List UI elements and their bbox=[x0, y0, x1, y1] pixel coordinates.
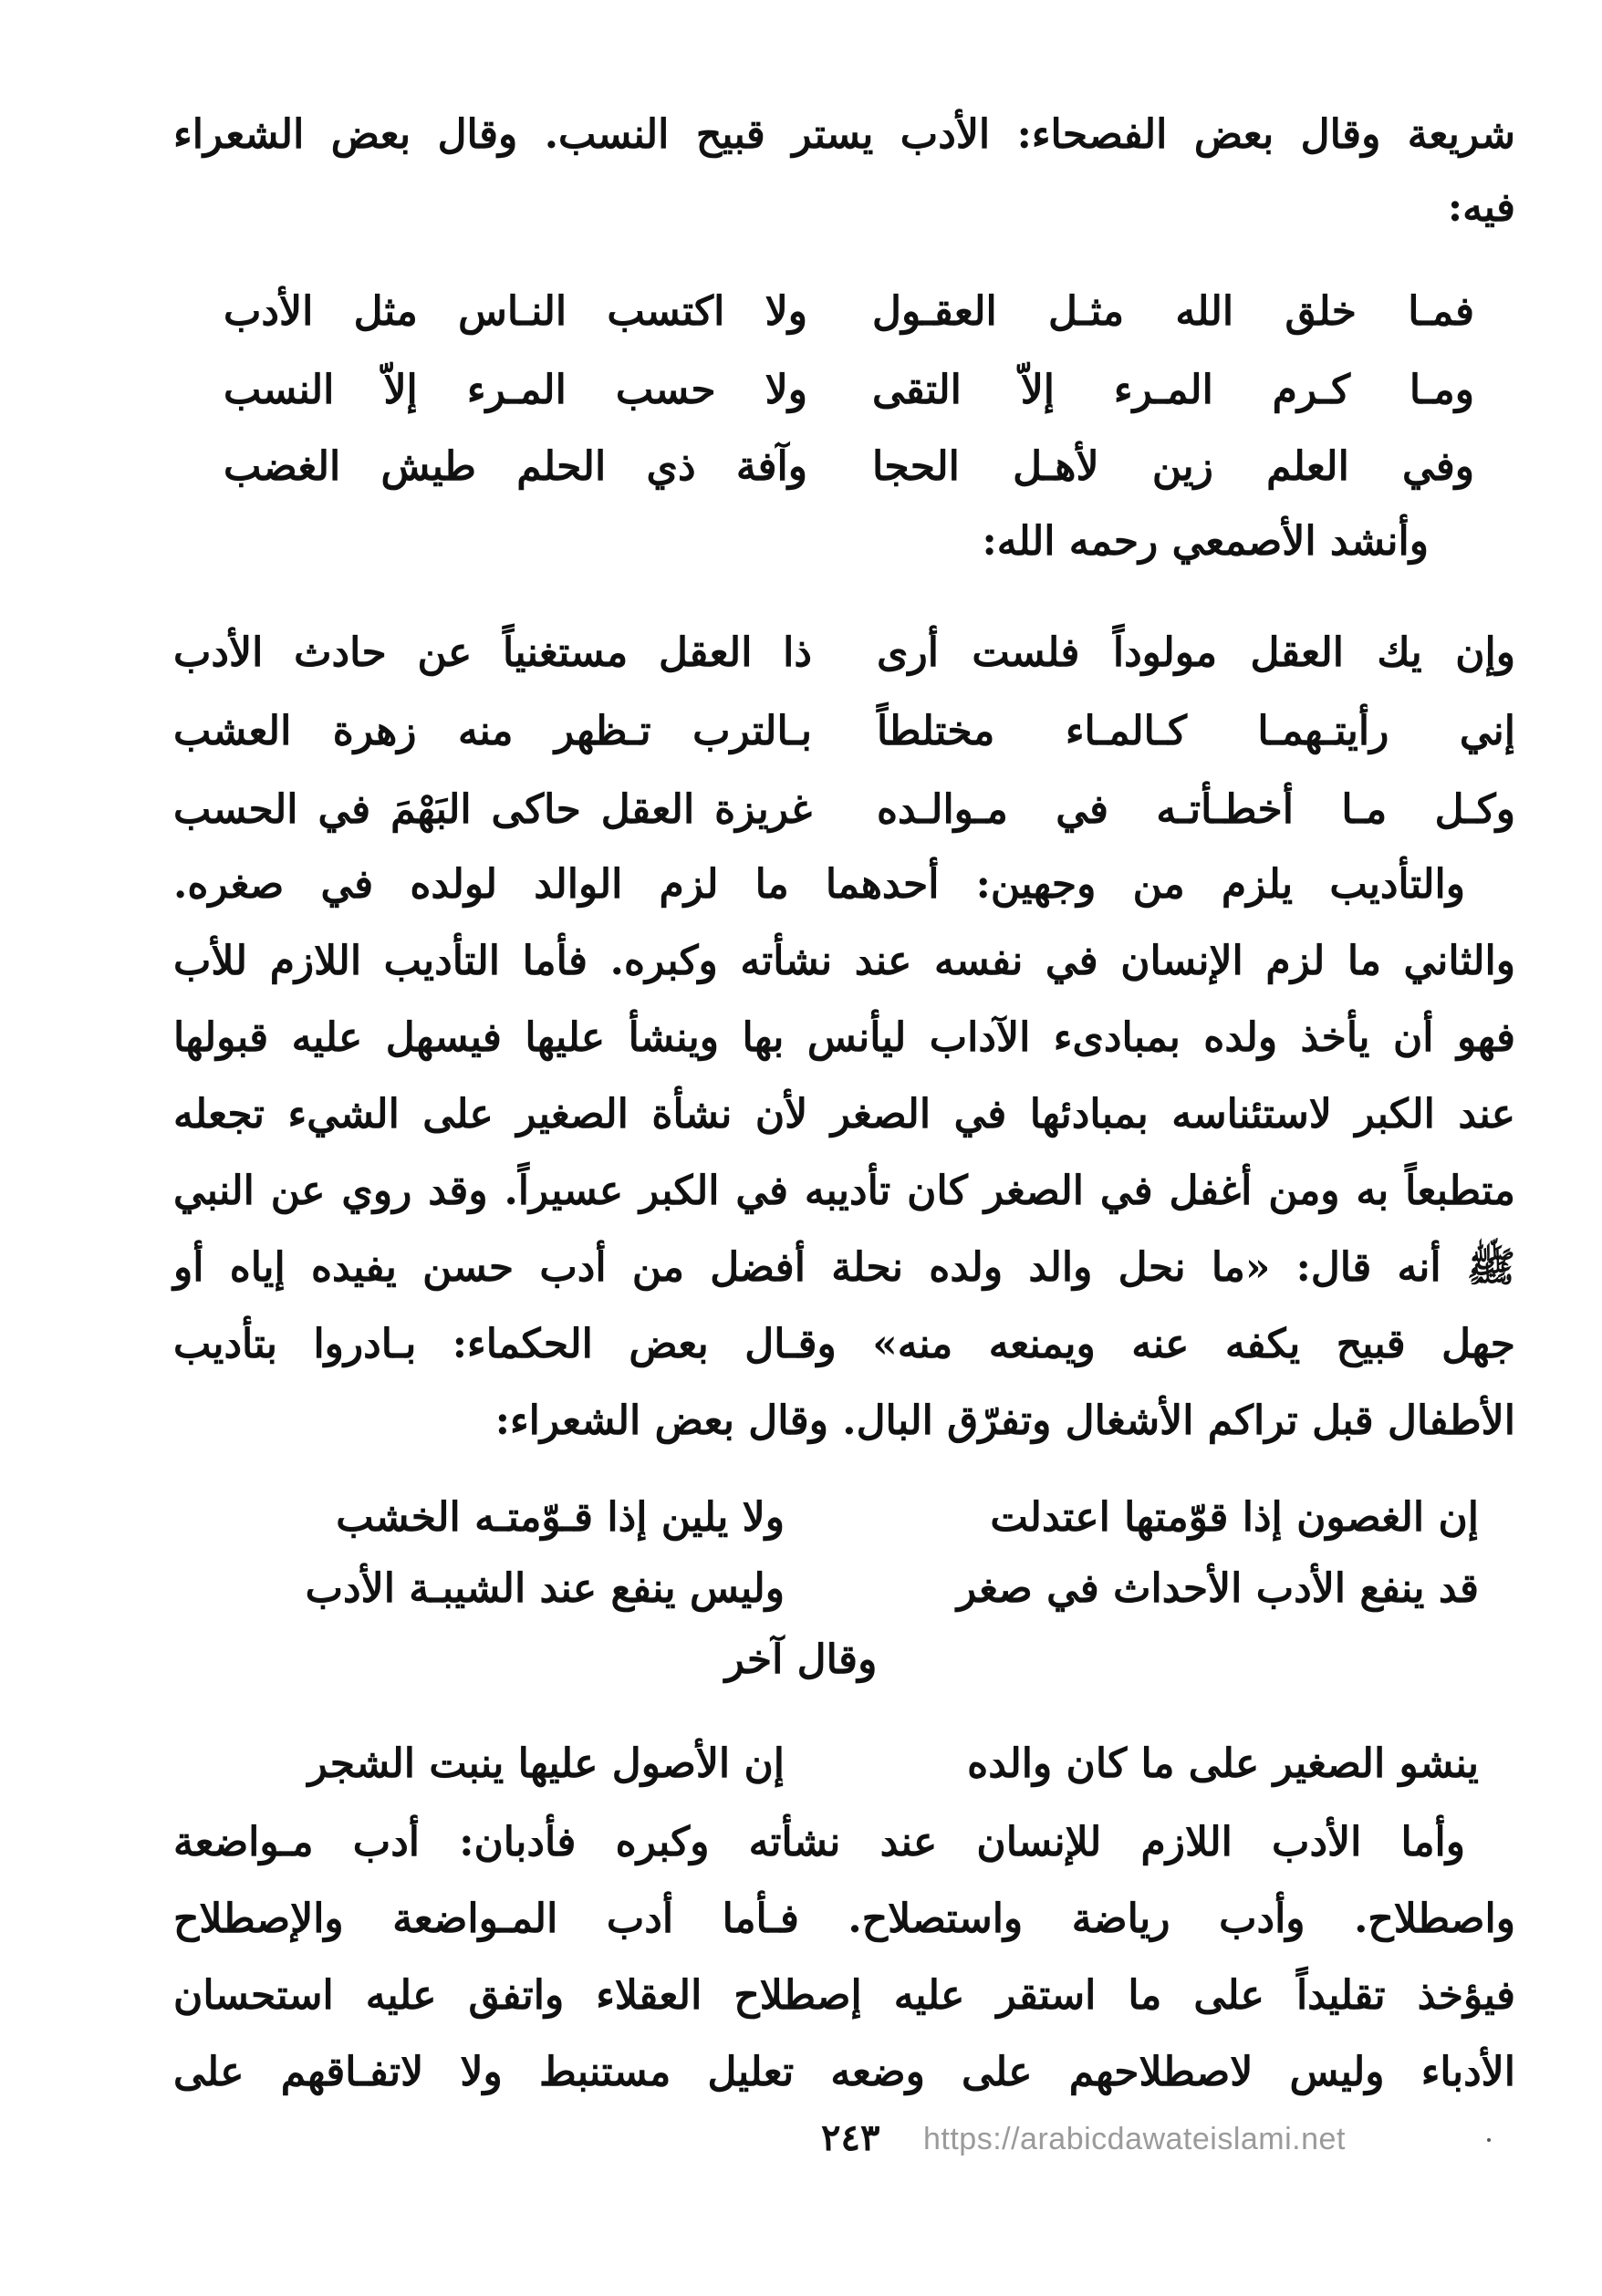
verse-first-hemistich: إني رأيتـهمـا كـالمـاء مختلطاً bbox=[877, 708, 1515, 754]
poem-intro: وأنشد الأصمعي رحمه الله: bbox=[982, 518, 1429, 565]
text-line: الأطفال قبل تراكم الأشغال وتفرّق البال. وقال بعض الشعراء: bbox=[494, 1397, 1515, 1444]
text-line: فيه: bbox=[1447, 184, 1515, 231]
text-line: والتأديب يلزم من وجهين: أحدهما ما لزم الوالد لولده في صغره. bbox=[173, 861, 1465, 908]
verse-first-hemistich: إن الغصون إذا قوّمتها اعتدلت bbox=[990, 1494, 1479, 1541]
verse-second-hemistich: ولا اكتسب النـاس مثل الأدب bbox=[224, 288, 807, 335]
verse-first-hemistich: قد ينفع الأدب الأحداث في صغر bbox=[956, 1565, 1479, 1612]
verse-second-hemistich: ولا يلين إذا قـوّمتـه الخشب bbox=[336, 1494, 785, 1541]
verse-first-hemistich: وكـل مـا أخطـأتـه في مـوالـده bbox=[877, 786, 1515, 833]
verse-second-hemistich: إن الأصول عليها ينبت الشجر bbox=[307, 1740, 785, 1787]
verse-second-hemistich: وليس ينفع عند الشيبـة الأدب bbox=[305, 1565, 785, 1612]
verse-second-hemistich: ذا العقل مستغنياً عن حادث الأدب bbox=[173, 629, 812, 676]
text-line: ﷺ أنه قال: «ما نحل والد ولده نحلة أفضل من أدب حسن يفيده إياه أو bbox=[173, 1244, 1515, 1291]
text-line: فهو أن يأخذ ولده بمبادىء الآداب ليأنس بها وينشأ عليها فيسهل عليه قبولها bbox=[173, 1014, 1515, 1061]
verse-first-hemistich: وإن يك العقل مولوداً فلست أرى bbox=[877, 629, 1515, 676]
verse-first-hemistich: ينشو الصغير على ما كان والده bbox=[967, 1740, 1479, 1787]
verse-second-hemistich: ولا حسب المـرء إلاّ النسب bbox=[224, 367, 807, 413]
page-number: ٢٤٣ bbox=[821, 2116, 880, 2159]
verse-first-hemistich: ومـا كـرم المـرء إلاّ التقى bbox=[872, 367, 1474, 413]
text-line: واصطلاح. وأدب رياضة واستصلاح. فـأما أدب المـواضعة والإصطلاح bbox=[173, 1896, 1515, 1942]
verse-second-hemistich: وآفة ذي الحلم طيش الغضب bbox=[224, 443, 807, 490]
text-line: جهل قبيح يكفه عنه ويمنعه منه» وقـال بعض الحكماء: بـادروا بتأديب bbox=[173, 1321, 1515, 1367]
poem-intro: وقال آخر bbox=[724, 1636, 878, 1683]
verse-second-hemistich: غريزة العقل حاكى البَهْمَ في الحسب bbox=[173, 786, 812, 833]
scan-speck bbox=[1487, 2138, 1491, 2142]
verse-first-hemistich: فمـا خلق الله مثـل العقـول bbox=[872, 288, 1474, 335]
text-line: فيؤخذ تقليداً على ما استقر عليه إصطلاح العقلاء واتفق عليه استحسان bbox=[173, 1972, 1515, 2019]
text-line: الأدباء وليس لاصطلاحهم على وضعه تعليل مستنبط ولا لاتفـاقهم على bbox=[173, 2049, 1515, 2095]
watermark-url: https://arabicdawateislami.net bbox=[923, 2122, 1346, 2156]
text-line: عند الكبر لاستئناسه بمبادئها في الصغر لأن نشأة الصغير على الشيء تجعله bbox=[173, 1091, 1515, 1138]
text-line: شريعة وقال بعض الفصحاء: الأدب يستر قبيح النسب. وقال بعض الشعراء bbox=[173, 111, 1515, 158]
text-line: متطبعاً به ومن أغفل في الصغر كان تأديبه في الكبر عسيراً. وقد روي عن النبي bbox=[173, 1168, 1515, 1214]
text-line: والثاني ما لزم الإنسان في نفسه عند نشأته وكبره. فأما التأديب اللازم للأب bbox=[173, 938, 1515, 984]
verse-first-hemistich: وفي العلم زين لأهـل الحجا bbox=[872, 443, 1474, 490]
page-footer bbox=[0, 2116, 1602, 2162]
verse-second-hemistich: بـالترب تـظهر منه زهرة العشب bbox=[173, 708, 812, 754]
text-line: وأما الأدب اللازم للإنسان عند نشأته وكبره فأدبان: أدب مـواضعة bbox=[173, 1819, 1466, 1865]
